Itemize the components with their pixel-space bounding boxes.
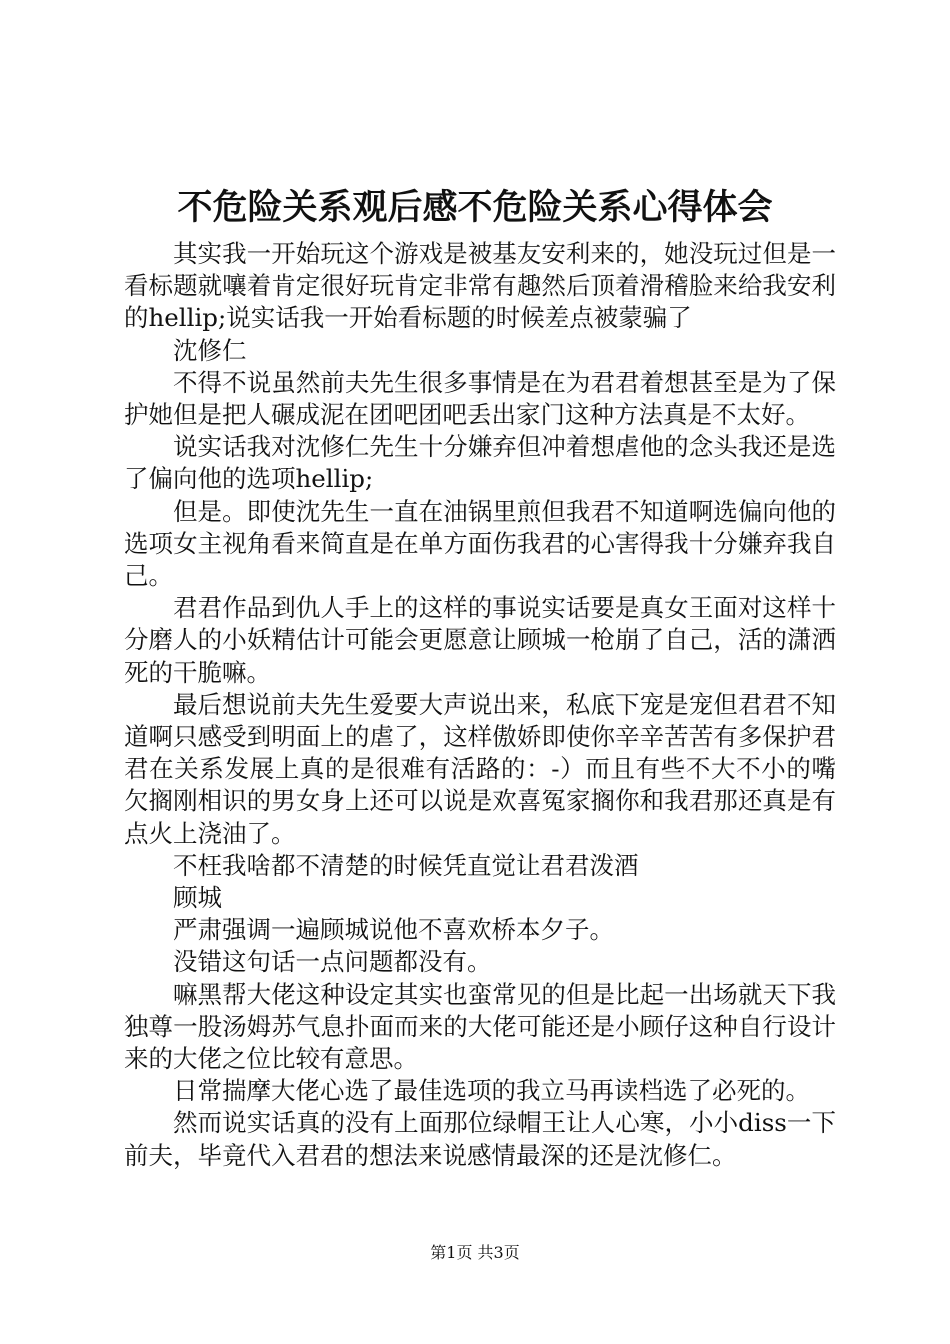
document-body — [124, 238, 836, 1172]
paragraph: 不枉我啥都不清楚的时候凭直觉让君君泼酒 — [173, 850, 639, 880]
paragraph: 最后想说前夫先生爱要大声说出来，私底下宠是宠但君君不知道啊只感受到明面上的虐了，这样傲娇即使你辛辛苦苦有多保护君君在关系发展上真的是很难有活路的：-）而且有些不大不小的嘴欠搁刚相识的男女身上还可以说是欢喜冤家搁你和我君那还真是有点火上浇油了。 — [124, 689, 836, 848]
paragraph: 严肃强调一遍顾城说他不喜欢桥本夕子。 — [173, 915, 614, 945]
paragraph: 说实话我对沈修仁先生十分嫌弃但冲着想虐他的念头我还是选了偏向他的选项hellip; — [124, 432, 836, 494]
paragraph: 顾城 — [173, 883, 222, 913]
paragraph: 然而说实话真的没有上面那位绿帽王让人心寒，小小diss一下前夫，毕竟代入君君的想法来说感情最深的还是沈修仁。 — [124, 1108, 836, 1170]
paragraph: 其实我一开始玩这个游戏是被基友安利来的，她没玩过但是一看标题就嚷着肯定很好玩肯定非常有趣然后顶着滑稽脸来给我安利的hellip;说实话我一开始看标题的时候差点被蒙骗了 — [124, 239, 836, 333]
document-title: 不危险关系观后感不危险关系心得体会 — [177, 187, 773, 228]
paragraph: 嘛黑帮大佬这种设定其实也蛮常见的但是比起一出场就天下我独尊一股汤姆苏气息扑面而来的大佬可能还是小顾仔这种自行设计来的大佬之位比较有意思。 — [124, 979, 836, 1074]
paragraph: 但是。即使沈先生一直在油锅里煎但我君不知道啊选偏向他的选项女主视角看来简直是在单方面伤我君的心害得我十分嫌弃我自己。 — [124, 496, 836, 591]
paragraph: 君君作品到仇人手上的这样的事说实话要是真女王面对这样十分磨人的小妖精估计可能会更愿意让顾城一枪崩了自己，活的潇洒死的干脆嘛。 — [124, 593, 836, 687]
paragraph: 没错这句话一点问题都没有。 — [173, 947, 492, 977]
page-footer: 第1页 共3页 — [430, 1243, 520, 1262]
paragraph: 日常揣摩大佬心选了最佳选项的我立马再读档选了必死的。 — [173, 1076, 810, 1106]
paragraph: 沈修仁 — [173, 335, 247, 365]
paragraph: 不得不说虽然前夫先生很多事情是在为君君着想甚至是为了保护她但是把人碾成泥在团吧团吧丢出家门这种方法真是不太好。 — [124, 367, 836, 430]
